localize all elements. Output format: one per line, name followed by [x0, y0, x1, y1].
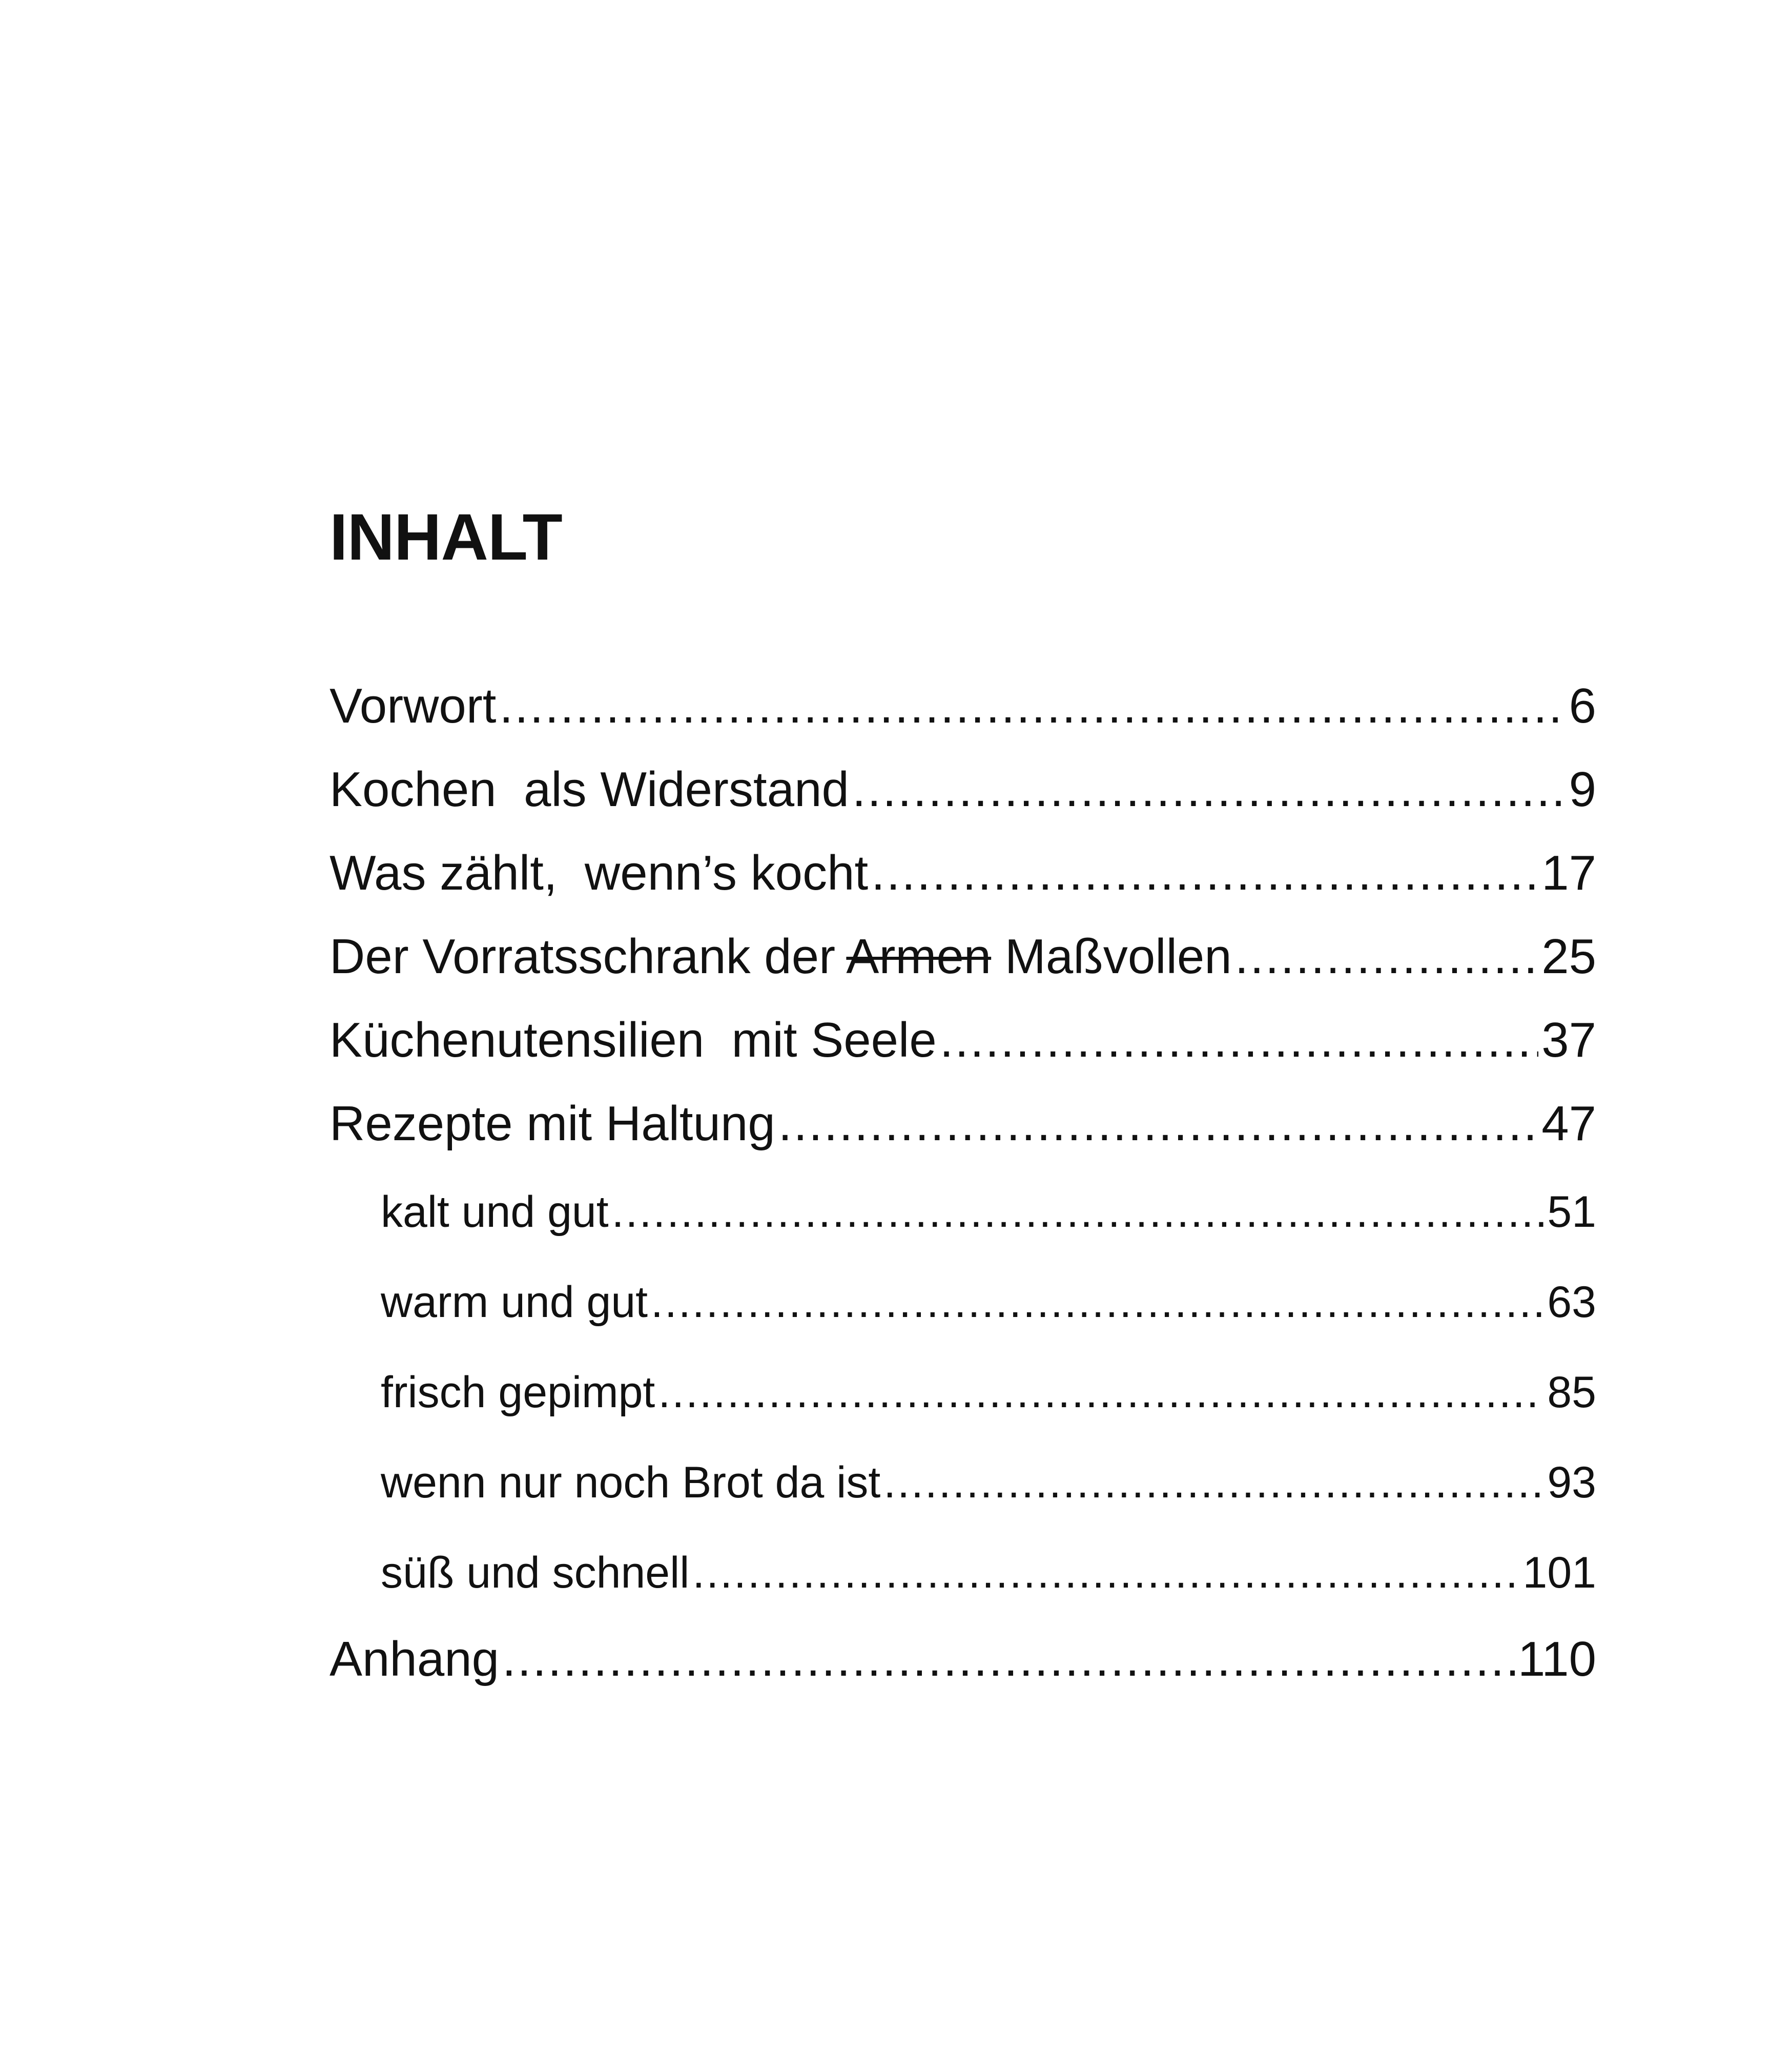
toc-page-number: 85 — [1547, 1368, 1596, 1417]
toc-entry-anhang — [329, 1632, 1596, 1686]
toc-entry-title: Vorwort — [329, 678, 497, 733]
dot-leader — [658, 1370, 1544, 1414]
dot-leader — [499, 682, 1566, 731]
toc-subentry-warm-und-gut — [381, 1278, 1596, 1327]
dot-leader — [883, 1460, 1544, 1505]
toc-entry-title: warm und gut — [381, 1278, 648, 1327]
toc-entry-title: Küchenutensilien mit Seele — [329, 1013, 937, 1067]
toc-entry-title: Rezepte mit Haltung — [329, 1096, 775, 1151]
toc-entry-title: wenn nur noch Brot da ist — [381, 1458, 881, 1507]
toc-page-number: 63 — [1547, 1278, 1596, 1327]
toc-page-number: 47 — [1541, 1096, 1596, 1151]
toc-page-number: 51 — [1547, 1187, 1596, 1237]
toc-entry-title: Anhang — [329, 1632, 499, 1686]
dot-leader — [692, 1551, 1519, 1595]
toc-page-number: 93 — [1547, 1458, 1596, 1507]
dot-leader — [502, 1635, 1515, 1684]
toc-page-number: 110 — [1517, 1632, 1596, 1686]
toc-page-number: 37 — [1541, 1013, 1596, 1067]
dot-leader — [778, 1099, 1538, 1148]
toc-page-number: 9 — [1569, 762, 1596, 817]
toc-list — [329, 0, 1596, 2058]
toc-entry-rezepte-mit-haltung — [329, 1096, 1596, 1151]
struck-word: Armen — [846, 929, 992, 984]
toc-entry-kochen-als-widerstand — [329, 762, 1596, 817]
toc-entry-vorwort — [329, 678, 1596, 733]
toc-entry-title: Kochen als Widerstand — [329, 762, 849, 817]
toc-subentry-frisch-gepimpt — [381, 1368, 1596, 1417]
dot-leader — [871, 849, 1538, 898]
dot-leader — [940, 1016, 1539, 1065]
toc-page-number: 6 — [1569, 678, 1596, 733]
toc-entry-was-zaehlt — [329, 846, 1596, 900]
toc-entry-vorratsschrank — [329, 929, 1596, 984]
dot-leader — [651, 1280, 1544, 1324]
dot-leader — [612, 1190, 1544, 1234]
toc-entry-title: Was zählt, wenn’s kocht — [329, 846, 869, 900]
toc-subentry-brot — [381, 1460, 1596, 1505]
toc-entry-title — [329, 929, 1232, 984]
toc-subentry-kalt-und-gut — [381, 1187, 1596, 1237]
toc-page-number: 17 — [1541, 846, 1596, 900]
dot-leader — [852, 765, 1566, 814]
page-title: INHALT — [329, 501, 562, 574]
dot-leader — [1235, 932, 1539, 981]
toc-page-number: 101 — [1522, 1548, 1596, 1597]
toc-entry-title-part: Der Vorratsschrank der — [329, 929, 836, 984]
toc-entry-title: süß und schnell — [381, 1548, 690, 1597]
toc-entry-kuechenutensilien — [329, 1013, 1596, 1067]
toc-page-number: 25 — [1541, 929, 1596, 984]
toc-subentry-suess-und-schnell — [381, 1548, 1596, 1597]
toc-entry-title: frisch gepimpt — [381, 1368, 655, 1417]
toc-entry-title: kalt und gut — [381, 1187, 609, 1237]
toc-entry-title-part: Maßvollen — [1004, 929, 1232, 984]
